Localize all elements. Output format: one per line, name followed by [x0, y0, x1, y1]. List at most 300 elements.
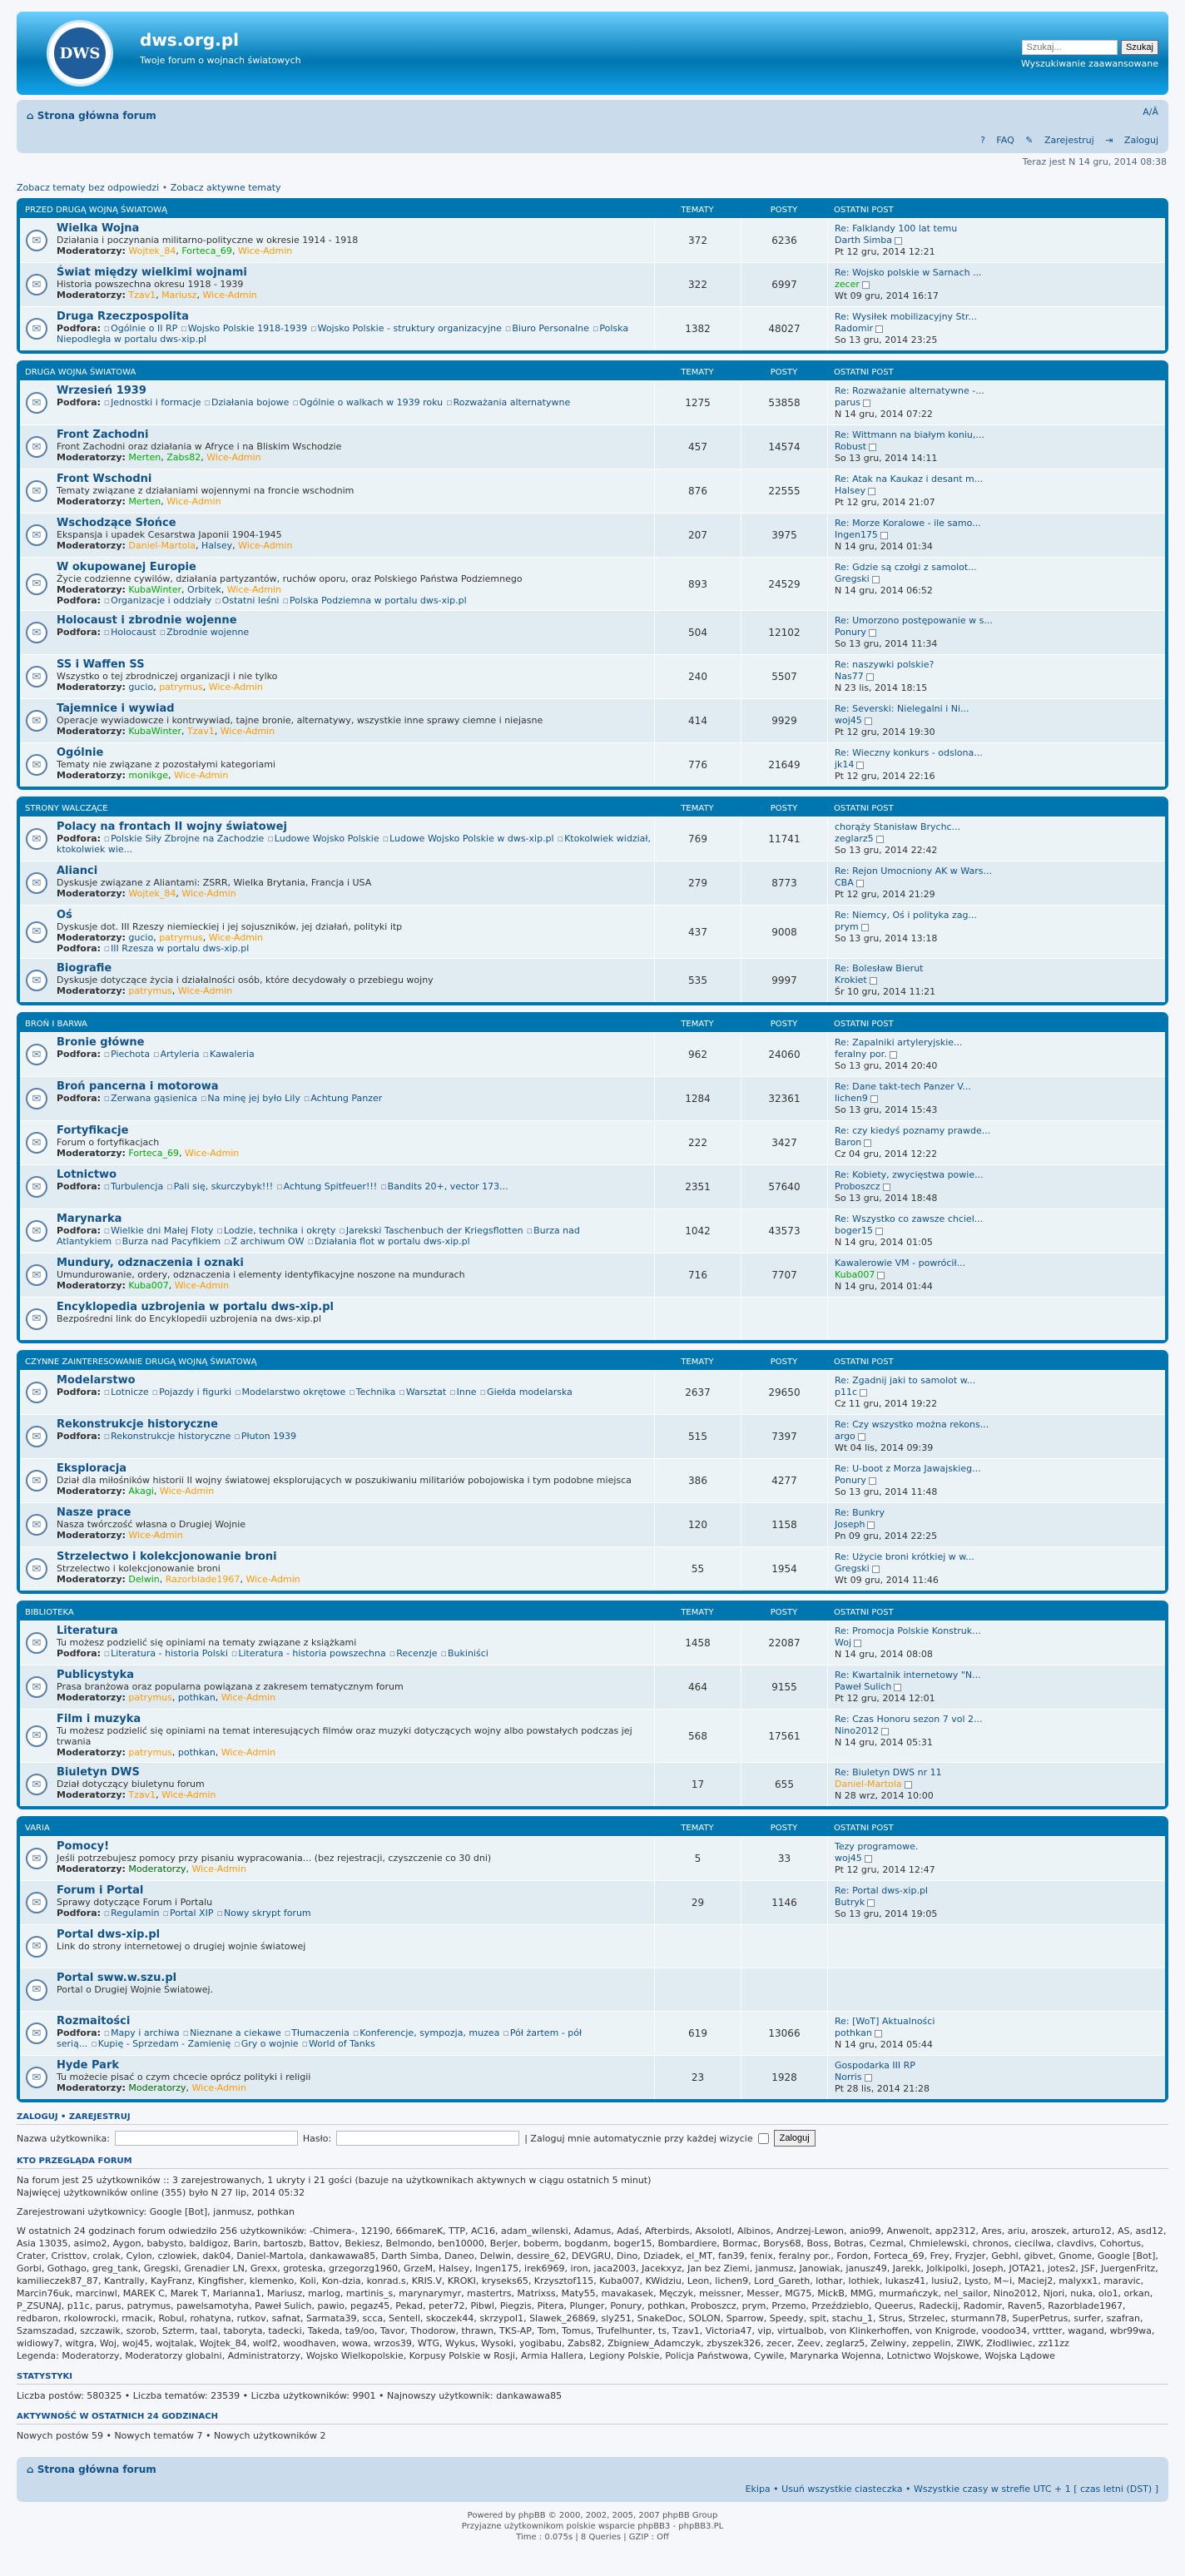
- last-post-date: So 13 gru, 2014 20:40: [835, 1060, 938, 1071]
- subforum-link[interactable]: ▫ Pojazdy i figurki: [152, 1387, 231, 1397]
- last-post-author[interactable]: CBA: [835, 877, 854, 888]
- subforum-link[interactable]: ▫ Jarekski Taschenbuch der Kriegsflotten: [339, 1225, 523, 1236]
- subforum-link[interactable]: ▫ Gry o wojnie: [234, 2038, 298, 2049]
- login-link[interactable]: ⇥ Zaloguj: [1105, 135, 1158, 146]
- forum-title[interactable]: Biografie: [57, 962, 112, 975]
- subforum-link[interactable]: ▫ Nieznane a ciekawe: [183, 2028, 281, 2038]
- posts-count: 1954: [741, 1547, 827, 1591]
- forum-title[interactable]: Lotnictwo: [57, 1169, 117, 1181]
- last-post-title[interactable]: Re: Portal dws-xip.pl: [835, 1885, 928, 1896]
- subforum-link[interactable]: ▫ Achtung Panzer: [304, 1093, 382, 1104]
- subforum-link[interactable]: ▫ Tłumaczenia: [285, 2028, 350, 2038]
- subforum-link[interactable]: ▫ Lodzie, technika i okręty: [216, 1225, 335, 1236]
- category-title[interactable]: BIBLIOTEKA: [25, 1607, 74, 1617]
- moderator-link[interactable]: Wojtek_84: [128, 888, 176, 899]
- subforum-link[interactable]: ▫ Turbulencja: [104, 1181, 164, 1192]
- last-post-title[interactable]: Re: Wittmann na białym koniu,...: [835, 429, 984, 440]
- last-post-title[interactable]: Re: Umorzono postępowanie w s...: [835, 615, 993, 626]
- subforum-link[interactable]: ▫ Wielkie dni Małej Floty: [104, 1225, 214, 1236]
- subforum-link[interactable]: ▫ Burza nad Pacyfikiem: [115, 1236, 221, 1247]
- moderator-link[interactable]: gucio: [128, 932, 154, 943]
- subforum-link[interactable]: ▫ Organizacje i oddziały: [104, 595, 212, 606]
- moderator-link[interactable]: patrymus: [159, 932, 203, 943]
- category-title[interactable]: STRONY WALCZĄCE: [25, 803, 108, 813]
- last-post-title[interactable]: Re: Rejon Umocniony AK w Wars...: [835, 866, 992, 876]
- moderator-link[interactable]: Wice-Admin: [184, 1148, 240, 1159]
- subforum-link[interactable]: ▫ Wojsko Polskie - struktury organizacyjne: [310, 323, 502, 334]
- subforum-link[interactable]: ▫ Giełda modelarska: [480, 1387, 573, 1397]
- last-post-author[interactable]: prym: [835, 921, 859, 932]
- last-post-title[interactable]: Re: Rozważanie alternatywne -...: [835, 385, 984, 396]
- view-latest-post-icon[interactable]: [865, 717, 872, 725]
- posts-count: 1928: [741, 2056, 827, 2099]
- view-latest-post-icon[interactable]: [863, 400, 870, 407]
- last-post-title[interactable]: Re: [WoT] Aktualności: [835, 2016, 935, 2027]
- category-title[interactable]: CZYNNE ZAINTERESOWANIE DRUGĄ WOJNĄ ŚWIATOWĄ: [25, 1357, 257, 1367]
- moderator-link[interactable]: Wice-Admin: [220, 726, 275, 737]
- subforum-link[interactable]: ▫ Portal XIP: [162, 1908, 213, 1918]
- moderator-link[interactable]: Wice-Admin: [238, 540, 293, 551]
- subforum-link[interactable]: ▫ Na minę jej było Lily: [201, 1093, 300, 1104]
- moderator-link[interactable]: Daniel-Martola: [128, 540, 196, 551]
- subforum-link[interactable]: ▫ World of Tanks: [302, 2038, 375, 2049]
- moderator-link[interactable]: Wice-Admin: [206, 452, 261, 463]
- last-post-author[interactable]: jk14: [835, 759, 855, 770]
- moderator-link[interactable]: Tzav1: [128, 290, 156, 300]
- forum-title[interactable]: Broń pancerna i motorowa: [57, 1080, 219, 1093]
- moderator-link[interactable]: Orbitek: [187, 584, 221, 595]
- view-latest-post-icon[interactable]: [872, 576, 880, 583]
- moderator-link[interactable]: Moderatorzy: [128, 2082, 186, 2093]
- last-post-author[interactable]: boger15: [835, 1225, 873, 1236]
- last-post-author[interactable]: Butryk: [835, 1897, 865, 1908]
- view-latest-post-icon[interactable]: [872, 1566, 880, 1573]
- last-post-author[interactable]: Joseph: [835, 1519, 865, 1530]
- subforum-link[interactable]: ▫ Z archiwum OW: [224, 1236, 304, 1247]
- subforum-link[interactable]: ▫ Wojsko Polskie 1918-1939: [181, 323, 307, 334]
- moderator-link[interactable]: Akagi: [128, 1486, 154, 1496]
- forum-title[interactable]: Forum i Portal: [57, 1884, 144, 1897]
- subforum-link[interactable]: ▫ Modelarstwo okrętowe: [235, 1387, 345, 1397]
- view-latest-post-icon[interactable]: [894, 1684, 901, 1691]
- forum-title[interactable]: Hyde Park: [57, 2059, 120, 2072]
- password-input[interactable]: [336, 2131, 519, 2146]
- site-name[interactable]: dws.org.pl: [140, 30, 239, 50]
- who-title[interactable]: KTO PRZEGLĄDA FORUM: [17, 2157, 1168, 2169]
- moderator-link[interactable]: patrymus: [128, 985, 172, 996]
- last-post-title[interactable]: Re: naszywki polskie?: [835, 659, 935, 670]
- last-post-title[interactable]: Tezy programowe.: [835, 1841, 919, 1852]
- view-latest-post-icon[interactable]: [868, 488, 875, 495]
- login-button[interactable]: Zaloguj: [774, 2130, 816, 2147]
- moderator-link[interactable]: Kuba007: [128, 1280, 169, 1291]
- subforum-link[interactable]: ▫ Ktokolwiek widział, ktokolwiek wie...: [57, 833, 651, 855]
- last-post-author[interactable]: Woj: [835, 1637, 852, 1648]
- subforum-link[interactable]: ▫ Kawaleria: [203, 1049, 255, 1060]
- view-latest-post-icon[interactable]: [869, 444, 876, 451]
- last-post-title[interactable]: Re: Zapalniki artyleryjskie...: [835, 1037, 963, 1048]
- subforum-link[interactable]: ▫ Rozważania alternatywne: [446, 397, 570, 408]
- category-title[interactable]: VARIA: [25, 1823, 50, 1833]
- last-post-author[interactable]: woj45: [835, 1853, 862, 1864]
- forum-title[interactable]: Oś: [57, 909, 72, 921]
- forum-icon-cell: [20, 1298, 53, 1340]
- last-post-title[interactable]: Re: Biuletyn DWS nr 11: [835, 1767, 942, 1778]
- category-title[interactable]: DRUGA WOJNA ŚWIATOWA: [25, 367, 136, 377]
- moderator-link[interactable]: Wice-Admin: [161, 1789, 216, 1800]
- login-title[interactable]: ZALOGUJ • ZAREJESTRUJ: [17, 2112, 1168, 2125]
- subforum-link[interactable]: ▫ Ogólnie o walkach w 1939 roku: [292, 397, 443, 408]
- view-latest-post-icon[interactable]: [875, 2030, 882, 2037]
- last-post-title[interactable]: Re: Dane takt-tech Panzer V...: [835, 1081, 971, 1092]
- view-latest-post-icon[interactable]: [881, 1728, 889, 1735]
- subforum-link[interactable]: ▫ Regulamin: [104, 1908, 160, 1918]
- view-latest-post-icon[interactable]: [854, 1640, 861, 1647]
- last-post-author[interactable]: parus: [835, 397, 860, 408]
- subforum-link[interactable]: ▫ Polska Podziemna w portalu dws-xip.pl: [282, 595, 466, 606]
- subforum-link[interactable]: ▫ Działania flot w portalu dws-xip.pl: [307, 1236, 469, 1247]
- moderator-link[interactable]: Moderatorzy: [128, 1864, 186, 1874]
- subforum-link[interactable]: ▫ Ogólnie o II RP: [104, 323, 178, 334]
- subforum-link[interactable]: ▫ Artyleria: [153, 1049, 199, 1060]
- last-post-title[interactable]: Re: Bolesław Bierut: [835, 963, 924, 974]
- last-post-author[interactable]: lichen9: [835, 1093, 868, 1104]
- moderator-link[interactable]: Wice-Admin: [191, 2082, 246, 2093]
- forum-title[interactable]: Biuletyn DWS: [57, 1766, 140, 1779]
- last-post-author[interactable]: woj45: [835, 715, 862, 726]
- view-latest-post-icon[interactable]: [866, 673, 874, 681]
- last-post-author[interactable]: Baron: [835, 1137, 862, 1148]
- view-latest-post-icon[interactable]: [870, 1095, 878, 1103]
- subforum-link[interactable]: ▫ Bukiniści: [441, 1648, 488, 1659]
- last-post-author[interactable]: pothkan: [835, 2028, 872, 2038]
- last-post-author[interactable]: Nino2012: [835, 1725, 879, 1736]
- forum-title[interactable]: Fortyfikacje: [57, 1124, 129, 1137]
- subforum-link[interactable]: ▫ Warsztat: [399, 1387, 446, 1397]
- forum-title[interactable]: W okupowanej Europie: [57, 561, 196, 573]
- moderator-link[interactable]: Wice-Admin: [208, 932, 263, 943]
- forum-title[interactable]: Tajemnice i wywiad: [57, 702, 175, 715]
- view-latest-post-icon[interactable]: [876, 836, 884, 843]
- view-latest-post-icon[interactable]: [856, 762, 864, 769]
- last-post-title[interactable]: Gospodarka III RP: [835, 2060, 915, 2071]
- moderator-link[interactable]: Wice-Admin: [177, 985, 233, 996]
- last-post-author[interactable]: Radomir: [835, 323, 874, 334]
- last-post-title[interactable]: Re: Użycie broni krótkiej w w...: [835, 1551, 974, 1562]
- category-title[interactable]: PRZED DRUGĄ WOJNĄ ŚWIATOWĄ: [25, 205, 167, 215]
- username-input[interactable]: [115, 2131, 298, 2146]
- view-latest-post-icon[interactable]: [865, 2074, 872, 2082]
- last-post-column-header: OSTATNI POST: [834, 803, 894, 813]
- forum-title[interactable]: Rozmaitości: [57, 2015, 131, 2028]
- last-post-title[interactable]: Re: Atak na Kaukaz i desant m...: [835, 474, 984, 484]
- last-post-author[interactable]: feralny por.: [835, 1049, 887, 1060]
- last-post-title[interactable]: Kawalerowie VM - powrócił...: [835, 1258, 966, 1268]
- view-latest-post-icon[interactable]: [861, 924, 869, 931]
- moderator-link[interactable]: patrymus: [128, 1692, 172, 1703]
- moderator-link[interactable]: Wice-Admin: [221, 1692, 276, 1703]
- subforum-link[interactable]: ▫ III Rzesza w portalu dws-xip.pl: [104, 943, 250, 954]
- forum-icon-cell: [20, 1121, 53, 1164]
- last-post-author[interactable]: Gregski: [835, 573, 870, 584]
- last-post-author[interactable]: Krokiet: [835, 975, 867, 985]
- category-title[interactable]: BROŃ I BARWA: [25, 1019, 87, 1029]
- moderator-link[interactable]: KubaWinter: [128, 726, 182, 737]
- last-post-title[interactable]: Re: Wojsko polskie w Sarnach ...: [835, 267, 982, 278]
- last-post-author[interactable]: Ingen175: [835, 529, 878, 540]
- subforum-link[interactable]: ▫ Holocaust: [104, 627, 156, 638]
- last-post-title[interactable]: chorąży Stanisław Brychc...: [835, 821, 961, 832]
- moderator-link[interactable]: Mariusz: [161, 290, 197, 300]
- moderator-link[interactable]: patrymus: [128, 1747, 172, 1758]
- search-button[interactable]: Szukaj: [1121, 40, 1158, 55]
- subforum-link[interactable]: ▫ Działania bojowe: [205, 397, 290, 408]
- site-logo[interactable]: [47, 20, 113, 87]
- forum-title[interactable]: Ogólnie: [57, 747, 104, 759]
- forum-title[interactable]: Modelarstwo: [57, 1374, 136, 1387]
- forum-title[interactable]: Świat między wielkimi wojnami: [57, 266, 247, 279]
- home-link[interactable]: ⌂ Strona główna forum: [27, 110, 156, 122]
- moderator-link[interactable]: monikge: [128, 770, 168, 781]
- last-post-title[interactable]: Re: Wieczny konkurs - odslona...: [835, 747, 983, 758]
- moderator-link[interactable]: Wice-Admin: [174, 1280, 230, 1291]
- bottom-home-link[interactable]: ⌂ Strona główna forum: [27, 2464, 156, 2475]
- subforum-link[interactable]: ▫ Nowy skrypt forum: [216, 1908, 310, 1918]
- statistics-section: [17, 2372, 1168, 2402]
- moderator-link[interactable]: gucio: [128, 682, 154, 692]
- forum-title[interactable]: Pomocy!: [57, 1840, 110, 1853]
- subforum-link[interactable]: ▫ Bandits 20+, vector 173...: [380, 1181, 508, 1192]
- view-latest-post-icon[interactable]: [858, 1433, 865, 1441]
- view-latest-post-icon[interactable]: [875, 1228, 883, 1235]
- moderator-link[interactable]: Tzav1: [128, 1789, 156, 1800]
- forum-title[interactable]: Front Zachodni: [57, 429, 149, 441]
- forum-title[interactable]: Literatura: [57, 1625, 118, 1637]
- moderator-link[interactable]: patrymus: [159, 682, 203, 692]
- view-latest-post-icon[interactable]: [883, 1184, 890, 1191]
- last-post-author[interactable]: Paweł Sulich: [835, 1681, 892, 1692]
- last-post-author[interactable]: Daniel-Martola: [835, 1779, 902, 1789]
- last-post-title[interactable]: Re: Bunkry: [835, 1507, 885, 1518]
- moderator-link[interactable]: Wice-Admin: [226, 584, 282, 595]
- last-post-author[interactable]: Gregski: [835, 1563, 870, 1574]
- subforum-link[interactable]: ▫ Konferencje, sympozja, muzea: [353, 2028, 500, 2038]
- subforum-link[interactable]: ▫ Literatura - historia powszechna: [231, 1648, 386, 1659]
- moderator-link[interactable]: Wice-Admin: [208, 682, 263, 692]
- forum-moderators: Moderatorzy: Kuba007, Wice-Admin: [57, 1280, 230, 1291]
- unanswered-topics-link[interactable]: Zobacz tematy bez odpowiedzi: [17, 182, 160, 193]
- faq-link[interactable]: ? FAQ: [980, 135, 1014, 146]
- forum-title[interactable]: Druga Rzeczpospolita: [57, 310, 189, 323]
- search-input[interactable]: [1022, 40, 1118, 55]
- last-post-title[interactable]: Re: Niemcy, Oś i polityka zag...: [835, 910, 977, 921]
- subforum-link[interactable]: ▫ Lotnicze: [104, 1387, 149, 1397]
- last-post-title[interactable]: Re: Wszystko co zawsze chciel...: [835, 1214, 984, 1224]
- moderator-link[interactable]: Zabs82: [166, 452, 201, 463]
- view-latest-post-icon[interactable]: [869, 1477, 876, 1485]
- last-post-title[interactable]: Re: Morze Koralowe - ile samo...: [835, 518, 981, 529]
- moderator-link[interactable]: KubaWinter: [128, 584, 182, 595]
- last-post-title[interactable]: Re: Zgadnij jaki to samolot w...: [835, 1375, 976, 1386]
- forum-title[interactable]: Wielka Wojna: [57, 222, 140, 235]
- subforum-link[interactable]: ▫ Piechota: [104, 1049, 151, 1060]
- view-latest-post-icon[interactable]: [856, 880, 864, 887]
- last-post-title[interactable]: Re: Severski: Nielegalni i Ni...: [835, 703, 969, 714]
- last-post-title[interactable]: Re: Czas Honoru sezon 7 vol 2...: [835, 1714, 983, 1725]
- view-latest-post-icon[interactable]: [870, 977, 877, 985]
- view-latest-post-icon[interactable]: [867, 1521, 875, 1529]
- view-latest-post-icon[interactable]: [895, 237, 902, 245]
- moderator-link[interactable]: Wice-Admin: [174, 770, 229, 781]
- last-post-title[interactable]: Re: Promocja Polskie Konstruk...: [835, 1626, 981, 1636]
- last-post-author[interactable]: zeglarz5: [835, 833, 874, 844]
- last-post-title[interactable]: Re: czy kiedyś poznamy prawde...: [835, 1125, 991, 1136]
- forum-title[interactable]: Polacy na frontach II wojny światowej: [57, 821, 287, 833]
- last-post-title[interactable]: Re: Falklandy 100 lat temu: [835, 223, 958, 234]
- subforum-link[interactable]: ▫ Ludowe Wojsko Polskie: [267, 833, 379, 844]
- forum-title[interactable]: Publicystyka: [57, 1669, 135, 1681]
- topics-count: 464: [654, 1665, 741, 1709]
- last-post-author[interactable]: Proboszcz: [835, 1181, 880, 1192]
- view-latest-post-icon[interactable]: [862, 281, 870, 289]
- view-latest-post-icon[interactable]: [864, 1139, 871, 1147]
- last-post-author[interactable]: Nas77: [835, 671, 864, 682]
- view-latest-post-icon[interactable]: [877, 1272, 885, 1279]
- moderator-link[interactable]: Forteca_69: [128, 1148, 179, 1159]
- moderator-link[interactable]: Forteca_69: [181, 246, 232, 256]
- active-topics-link[interactable]: Zobacz aktywne tematy: [170, 182, 281, 193]
- forum-title[interactable]: Front Wschodni: [57, 473, 152, 485]
- moderator-link[interactable]: Wice-Admin: [128, 1530, 183, 1541]
- forum-title[interactable]: Encyklopedia uzbrojenia w portalu dws-xip.pl: [57, 1301, 334, 1313]
- forum-title[interactable]: Nasze prace: [57, 1506, 131, 1519]
- last-post-title[interactable]: Re: Wysiłek mobilizacyjny Str...: [835, 311, 977, 322]
- moderator-link[interactable]: pothkan: [177, 1692, 216, 1703]
- forum-read-icon: ✉: [26, 1264, 47, 1286]
- moderator-link[interactable]: Delwin: [128, 1574, 160, 1585]
- subforum-link[interactable]: ▫ Recenzje: [389, 1648, 438, 1659]
- subforum-link[interactable]: ▫ Biuro Personalne: [505, 323, 589, 334]
- subforum-link[interactable]: ▫ Pali się, skurczybyk!!!: [166, 1181, 273, 1192]
- moderator-link[interactable]: Wice-Admin: [181, 888, 236, 899]
- moderator-link[interactable]: Wice-Admin: [202, 290, 257, 300]
- forum-title[interactable]: Film i muzyka: [57, 1713, 141, 1725]
- last-post-title[interactable]: Re: Gdzie są czołgi z samolot...: [835, 562, 977, 573]
- subforum-link[interactable]: ▫ Mapy i archiwa: [104, 2028, 180, 2038]
- forum-title[interactable]: Holocaust i zbrodnie wojenne: [57, 614, 237, 627]
- subforum-link[interactable]: ▫ Kupię - Sprzedam - Zamienię: [91, 2038, 231, 2049]
- forum-title[interactable]: Wschodzące Słońce: [57, 517, 176, 529]
- forum-title[interactable]: Portal dws-xip.pl: [57, 1928, 161, 1941]
- forum-read-icon: ✉: [26, 710, 47, 732]
- subforum-link[interactable]: ▫ Burza nad Atlantykiem: [57, 1225, 580, 1247]
- last-post-author[interactable]: Robust: [835, 441, 866, 452]
- moderator-link[interactable]: Halsey: [201, 540, 233, 551]
- subforum-link[interactable]: ▫ Pół żartem - pół serią...: [57, 2028, 582, 2049]
- last-post-author[interactable]: Norris: [835, 2072, 862, 2082]
- subforum-link[interactable]: ▫ Rekonstrukcje historyczne: [104, 1431, 231, 1442]
- moderator-link[interactable]: Merten: [128, 496, 161, 507]
- last-post-author[interactable]: zecer: [835, 279, 860, 290]
- view-latest-post-icon[interactable]: [905, 1781, 912, 1789]
- moderator-link[interactable]: Wojtek_84: [128, 246, 176, 256]
- advanced-search-link[interactable]: Wyszukiwanie zaawansowane: [1020, 58, 1158, 69]
- last-post: [827, 381, 1165, 424]
- last-post: [827, 817, 1165, 861]
- register-link[interactable]: ✎ Zarejestruj: [1025, 135, 1094, 146]
- font-size-toggle[interactable]: A/Â: [1143, 107, 1158, 117]
- forum-title[interactable]: Portal sww.w.szu.pl: [57, 1972, 177, 1984]
- moderator-link[interactable]: Merten: [128, 452, 161, 463]
- subforum-link[interactable]: ▫ Zerwana gąsienica: [104, 1093, 197, 1104]
- forum-title[interactable]: Rekonstrukcje historyczne: [57, 1418, 218, 1431]
- forum-title[interactable]: SS i Waffen SS: [57, 658, 145, 671]
- moderator-link[interactable]: Wice-Admin: [191, 1864, 246, 1874]
- forum-row: [20, 816, 1165, 861]
- last-post-title[interactable]: Re: U-boot z Morza Jawajskieg...: [835, 1463, 981, 1474]
- subforum-link[interactable]: ▫ Polskie Siły Zbrojne na Zachodzie: [104, 833, 265, 844]
- subforum-link[interactable]: ▫ Achtung Spitfeuer!!!: [276, 1181, 377, 1192]
- last-post-author[interactable]: Ponury: [835, 1475, 866, 1486]
- forum-title[interactable]: Marynarka: [57, 1213, 122, 1225]
- view-latest-post-icon[interactable]: [869, 629, 876, 637]
- moderator-link[interactable]: Wice-Admin: [159, 1486, 215, 1496]
- last-post-author[interactable]: Ponury: [835, 627, 866, 638]
- last-post-author[interactable]: argo: [835, 1431, 855, 1442]
- view-latest-post-icon[interactable]: [865, 1855, 872, 1863]
- forum-title[interactable]: Strzelectwo i kolekcjonowanie broni: [57, 1551, 277, 1563]
- moderator-link[interactable]: Tzav1: [187, 726, 215, 737]
- moderator-link[interactable]: Wice-Admin: [166, 496, 221, 507]
- moderator-link[interactable]: Razorblade1967: [165, 1574, 240, 1585]
- subforum-link[interactable]: ▫ Polska Niepodległa w portalu dws-xip.pl: [57, 323, 628, 345]
- view-latest-post-icon[interactable]: [890, 1051, 897, 1059]
- moderator-link[interactable]: Wice-Admin: [245, 1574, 300, 1585]
- subforum-link[interactable]: ▫ Ludowe Wojsko Polskie w dws-xip.pl: [383, 833, 554, 844]
- subforum-link[interactable]: ▫ Zbrodnie wojenne: [160, 627, 250, 638]
- last-post-author[interactable]: Kuba007: [835, 1269, 875, 1280]
- category-header: [20, 800, 1165, 816]
- moderator-link[interactable]: Wice-Admin: [237, 246, 293, 256]
- last-post-title[interactable]: Re: Kobiety, zwycięstwa powie...: [835, 1169, 984, 1180]
- subforum-link[interactable]: ▫ Inne: [449, 1387, 476, 1397]
- forum-title[interactable]: Eksploracja: [57, 1462, 127, 1475]
- subforum-link[interactable]: ▫ Ostatni leśni: [215, 595, 279, 606]
- last-post-author[interactable]: p11c: [835, 1387, 858, 1397]
- subforum-link[interactable]: ▫ Technika: [349, 1387, 395, 1397]
- last-post-date: Pt 12 gru, 2014 12:21: [835, 246, 935, 257]
- subforum-link[interactable]: ▫ Jednostki i formacje: [104, 397, 201, 408]
- autologin-checkbox[interactable]: [758, 2133, 769, 2144]
- forum-title[interactable]: Bronie główne: [57, 1036, 145, 1049]
- last-post-title[interactable]: Re: Kwartalnik internetowy "N...: [835, 1670, 981, 1680]
- bottom-links[interactable]: Ekipa • Usuń wszystkie ciasteczka • Wszystkie czasy w strefie UTC + 1 [ czas letni (DST) ]: [745, 2484, 1158, 2494]
- last-post-author[interactable]: Halsey: [835, 485, 866, 496]
- view-latest-post-icon[interactable]: [867, 1899, 875, 1907]
- view-latest-post-icon[interactable]: [860, 1389, 867, 1397]
- view-latest-post-icon[interactable]: [875, 325, 883, 333]
- last-post-author[interactable]: Darth Simba: [835, 235, 892, 246]
- view-latest-post-icon[interactable]: [880, 532, 888, 539]
- moderator-link[interactable]: Wice-Admin: [221, 1747, 276, 1758]
- subforum-link[interactable]: ▫ Płuton 1939: [234, 1431, 296, 1442]
- forum-title[interactable]: Alianci: [57, 865, 98, 877]
- moderator-link[interactable]: pothkan: [177, 1747, 216, 1758]
- forum-title[interactable]: Mundury, odznaczenia i oznaki: [57, 1257, 244, 1269]
- forum-title[interactable]: Wrzesień 1939: [57, 385, 146, 397]
- last-post-title[interactable]: Re: Czy wszystko można rekons...: [835, 1419, 989, 1430]
- subforum-link[interactable]: ▫ Literatura - historia Polski: [104, 1648, 228, 1659]
